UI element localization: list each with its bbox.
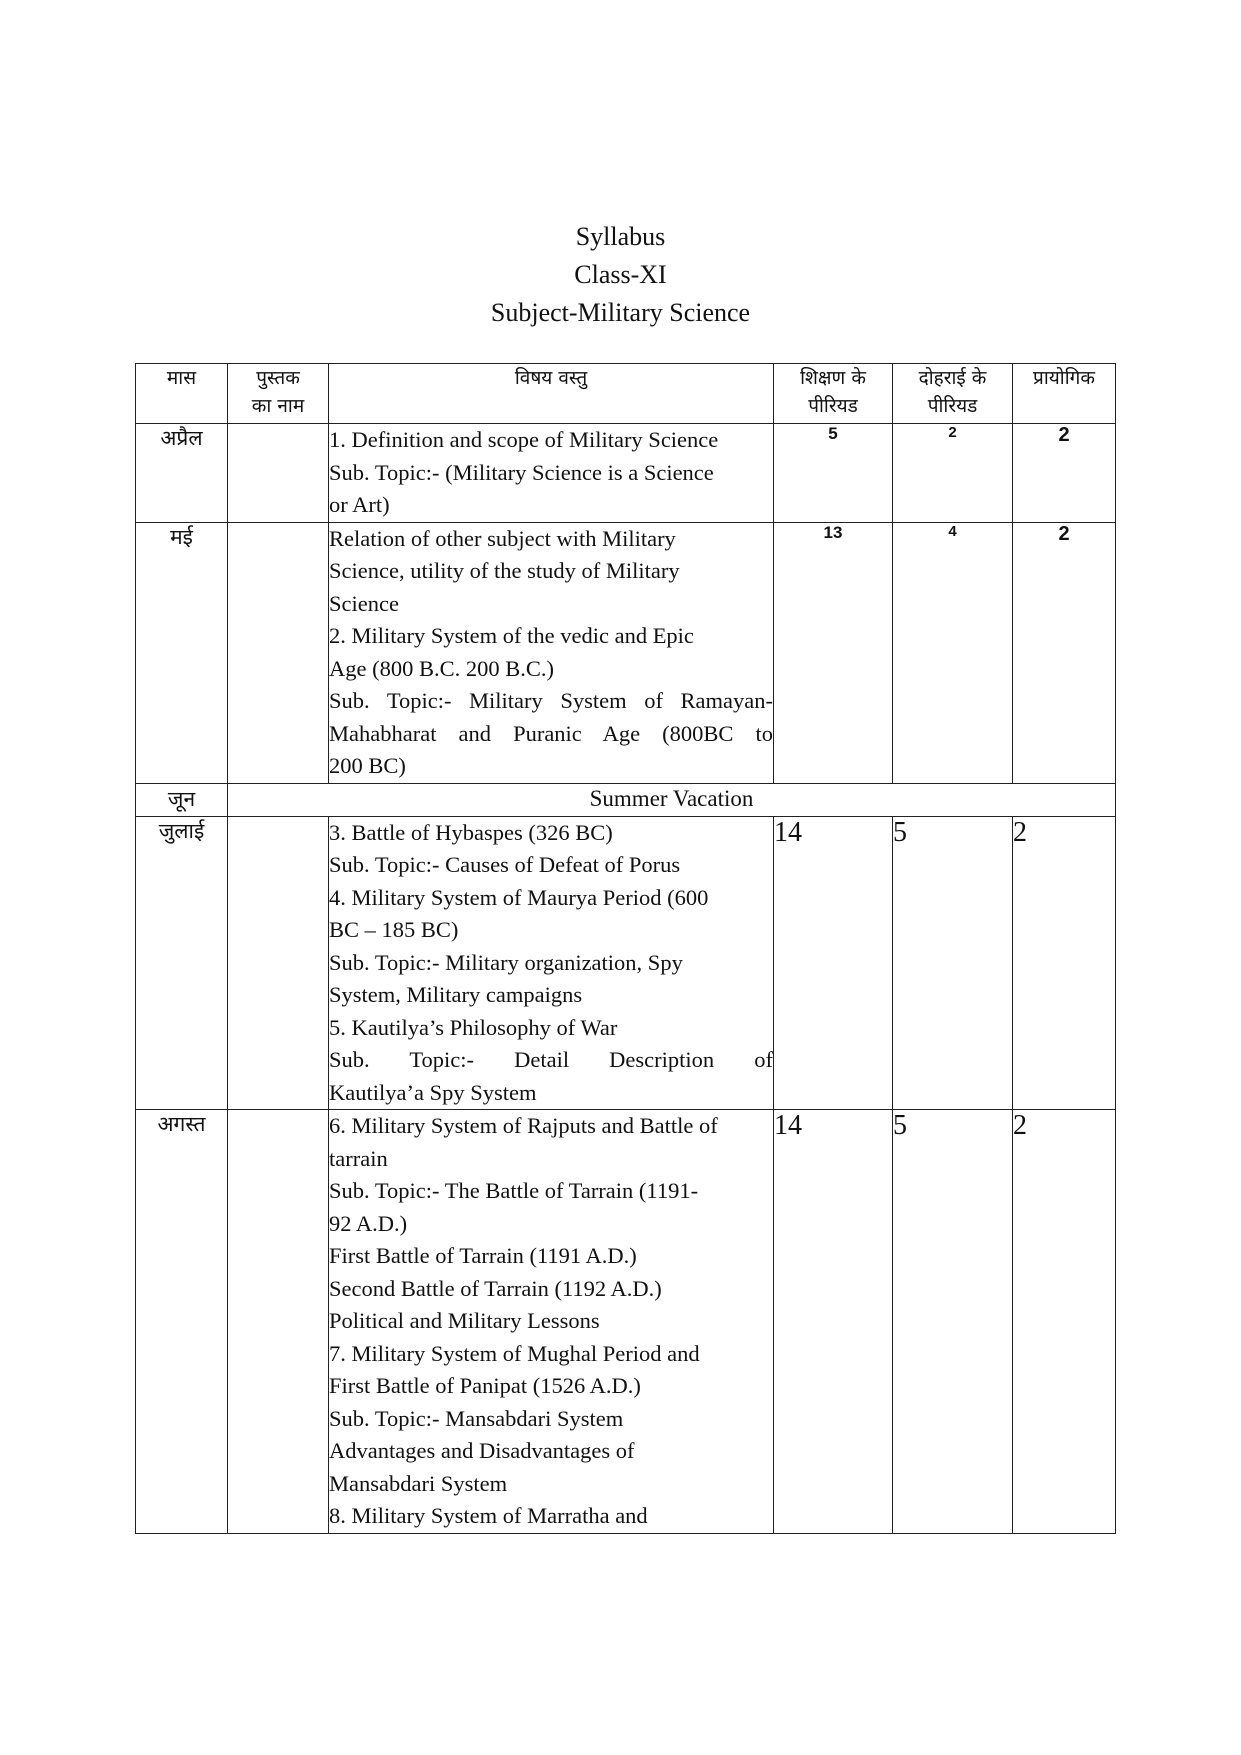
practical-cell: 2: [1013, 522, 1116, 783]
content-line: Age (800 B.C. 200 B.C.): [329, 655, 554, 681]
title-syllabus: Syllabus: [575, 222, 666, 251]
practical-cell: 2: [1013, 1110, 1116, 1534]
content-line: 4. Military System of Maurya Period (600: [329, 884, 709, 910]
content-line: Sub. Topic:- Detail Description of: [329, 1047, 773, 1072]
content-line: 8. Military System of Marratha and: [329, 1503, 648, 1528]
content-cell: [329, 816, 774, 1110]
header-month: मास: [136, 364, 228, 424]
content-line: First Battle of Panipat (1526 A.D.): [329, 1373, 641, 1398]
title-class: Class-XI: [574, 260, 667, 289]
teaching-periods-cell: 14: [774, 816, 893, 1110]
revision-periods-cell: 4: [893, 522, 1013, 783]
content-line: System, Military campaigns: [329, 982, 583, 1007]
table-row: [136, 816, 1116, 1110]
book-cell: [228, 424, 329, 523]
teaching-periods-cell: 14: [774, 1110, 893, 1534]
book-cell: [228, 1110, 329, 1534]
content-line: Political and Military Lessons: [329, 1308, 600, 1333]
content-line: First Battle of Tarrain (1191 A.D.): [329, 1243, 637, 1268]
book-cell: [228, 522, 329, 783]
table-header-row: [136, 364, 1116, 424]
content-line: BC – 185 BC): [329, 917, 459, 942]
content-line: 6. Military System of Rajputs and Battle of: [329, 1113, 718, 1138]
header-teaching-line1: शिक्षण के: [800, 367, 866, 389]
content-line: Mahabharat and Puranic Age (800BC to: [329, 720, 773, 746]
content-line: 2. Military System of the vedic and Epic: [329, 623, 694, 648]
content-line: 92 A.D.): [329, 1210, 408, 1236]
month-cell: मई: [136, 522, 228, 783]
summer-vacation-cell: Summer Vacation: [228, 783, 1116, 816]
content-line: Sub. Topic:- Military System of Ramayan-: [329, 688, 773, 713]
header-teaching-line2: पीरियड: [808, 395, 858, 417]
content-line: Sub. Topic:- Causes of Defeat of Porus: [329, 852, 681, 877]
content-line: Sub. Topic:- Military organization, Spy: [329, 949, 683, 975]
month-cell: अगस्त: [136, 1110, 228, 1534]
teaching-periods-cell: 5: [774, 424, 893, 523]
document-title: [0, 218, 1241, 332]
header-revision-periods: [893, 364, 1013, 424]
header-practical: प्रायोगिक: [1013, 364, 1116, 424]
header-book-line1: पुस्तक: [256, 367, 300, 389]
content-cell: [329, 424, 774, 523]
header-book-line2: का नाम: [251, 395, 305, 417]
table-row: [136, 424, 1116, 523]
content-line: 7. Military System of Mughal Period and: [329, 1340, 700, 1366]
syllabus-table: [135, 363, 1116, 1534]
table-row: [136, 783, 1116, 816]
content-line: 5. Kautilya’s Philosophy of War: [329, 1014, 618, 1040]
revision-periods-cell: 5: [893, 816, 1013, 1110]
content-line: 1. Definition and scope of Military Science: [329, 427, 719, 452]
content-line: 3. Battle of Hybaspes (326 BC): [329, 819, 613, 845]
month-cell: अप्रैल: [136, 424, 228, 523]
month-cell: जून: [136, 783, 228, 816]
table-row: [136, 522, 1116, 783]
teaching-periods-cell: 13: [774, 522, 893, 783]
header-revision-line1: दोहराई के: [918, 367, 987, 389]
practical-cell: 2: [1013, 424, 1116, 523]
content-cell: [329, 1110, 774, 1534]
content-line: Sub. Topic:- Mansabdari System: [329, 1405, 624, 1431]
header-teaching-periods: [774, 364, 893, 424]
content-line: Sub. Topic:- The Battle of Tarrain (1191-: [329, 1178, 699, 1203]
content-line: Second Battle of Tarrain (1192 A.D.): [329, 1275, 662, 1301]
header-book-name: [228, 364, 329, 424]
content-line: tarrain: [329, 1145, 388, 1171]
title-subject: Subject-Military Science: [490, 298, 751, 327]
content-line: Mansabdari System: [329, 1470, 508, 1496]
practical-cell: 2: [1013, 816, 1116, 1110]
content-line: Kautilya’a Spy System: [329, 1079, 537, 1105]
content-line: Advantages and Disadvantages of: [329, 1438, 635, 1463]
content-line: Relation of other subject with Military: [329, 525, 676, 551]
content-cell: [329, 522, 774, 783]
month-cell: जुलाई: [136, 816, 228, 1110]
book-cell: [228, 816, 329, 1110]
content-line: Science, utility of the study of Military: [329, 558, 680, 583]
header-revision-line2: पीरियड: [927, 395, 978, 417]
content-line: or Art): [329, 492, 390, 517]
revision-periods-cell: 5: [893, 1110, 1013, 1534]
content-line: Sub. Topic:- (Military Science is a Science: [329, 459, 714, 485]
header-content: विषय वस्तु: [329, 364, 774, 424]
content-line: 200 BC): [329, 753, 406, 778]
table-row: [136, 1110, 1116, 1534]
revision-periods-cell: 2: [893, 424, 1013, 523]
content-line: Science: [329, 590, 399, 616]
